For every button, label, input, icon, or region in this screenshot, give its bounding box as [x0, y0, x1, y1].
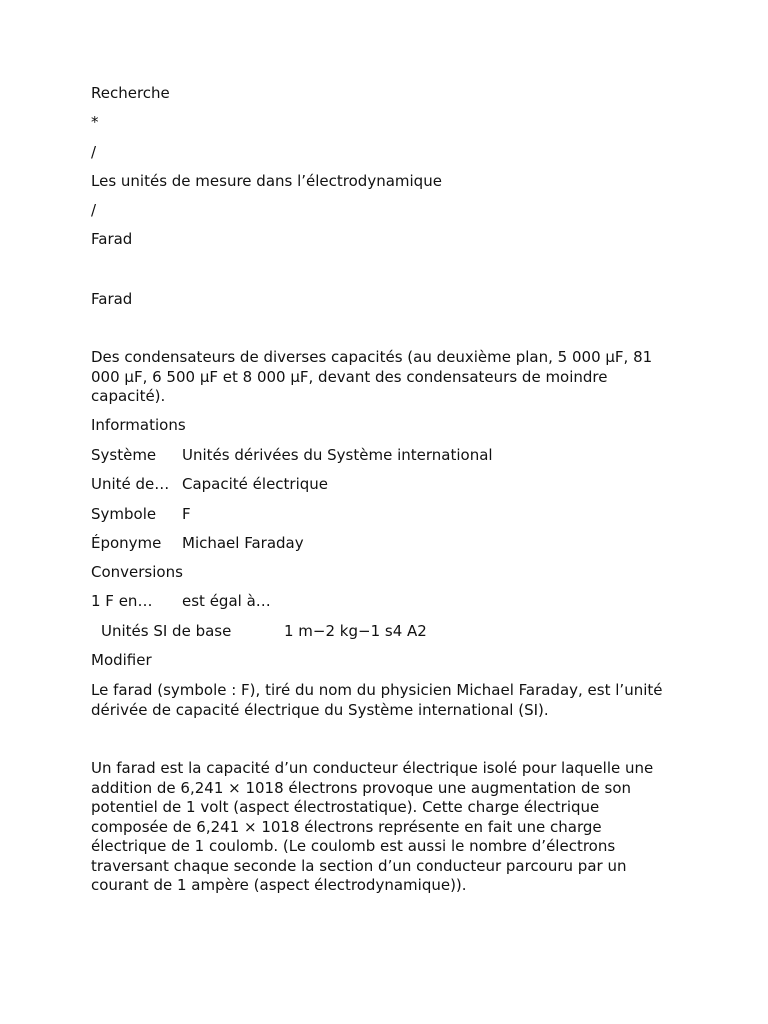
- modify-link[interactable]: Modifier: [91, 651, 152, 669]
- info-row-label: Symbole: [91, 505, 157, 523]
- infobox-title: Farad: [91, 290, 133, 308]
- breadcrumb-separator: /: [91, 143, 97, 161]
- conversion-head-right: est égal à…: [182, 592, 271, 610]
- breadcrumb-separator: /: [91, 201, 97, 219]
- info-row-system: [91, 446, 493, 466]
- breadcrumb-parent-link[interactable]: Les unités de mesure dans l’électrodynamique: [91, 172, 442, 190]
- image-caption: Des condensateurs de diverses capacités (au deuxième plan, 5 000 µF, 81 000 µF, 6 500 µF et 8 000 µF, devant des condensateurs de moindre capacité).: [91, 348, 653, 405]
- info-row-symbol: [91, 505, 191, 525]
- conversion-row: [91, 622, 427, 642]
- conversion-row-value: 1 m−2 kg−1 s4 A2: [284, 622, 427, 640]
- conversions-header: Conversions: [91, 563, 183, 581]
- conversion-row-label[interactable]: Unités SI de base: [101, 622, 232, 640]
- info-row-value[interactable]: Unités dérivées du Système international: [182, 446, 493, 464]
- info-row-eponym: [91, 534, 304, 554]
- info-row-value: F: [182, 505, 191, 523]
- info-row-label: Éponyme: [91, 534, 162, 552]
- breadcrumb-current: Farad: [91, 230, 133, 248]
- search-link[interactable]: Recherche: [91, 84, 170, 102]
- informations-header: Informations: [91, 416, 186, 434]
- info-row-value[interactable]: Capacité électrique: [182, 475, 329, 493]
- info-row-value[interactable]: Michael Faraday: [182, 534, 304, 552]
- info-row-unit-of: [91, 475, 328, 495]
- conversion-head-row: [91, 592, 271, 612]
- info-row-label: Système: [91, 446, 157, 464]
- intro-paragraph: Le farad (symbole : F), tiré du nom du physicien Michael Faraday, est l’unité dérivée de capacité électrique du Système international (SI).: [91, 681, 663, 719]
- definition-paragraph: Un farad est la capacité d’un conducteur électrique isolé pour laquelle une addition de 6,241 × 1018 électrons provoque une augmentation de son potentiel de 1 volt (aspect électrostatique). Cette charge électrique composée de 6,241 × 1018 électrons représente en fait une charge électrique de 1 coulomb. (Le coulomb est aussi le nombre d’électrons traversant chaque seconde la section d’un conducteur parcouru par un courant de 1 ampère (aspect électrodynamique)).: [91, 759, 654, 894]
- info-row-label: Unité de…: [91, 475, 170, 493]
- conversion-head-left: 1 F en…: [91, 592, 153, 610]
- star-marker: *: [91, 113, 99, 131]
